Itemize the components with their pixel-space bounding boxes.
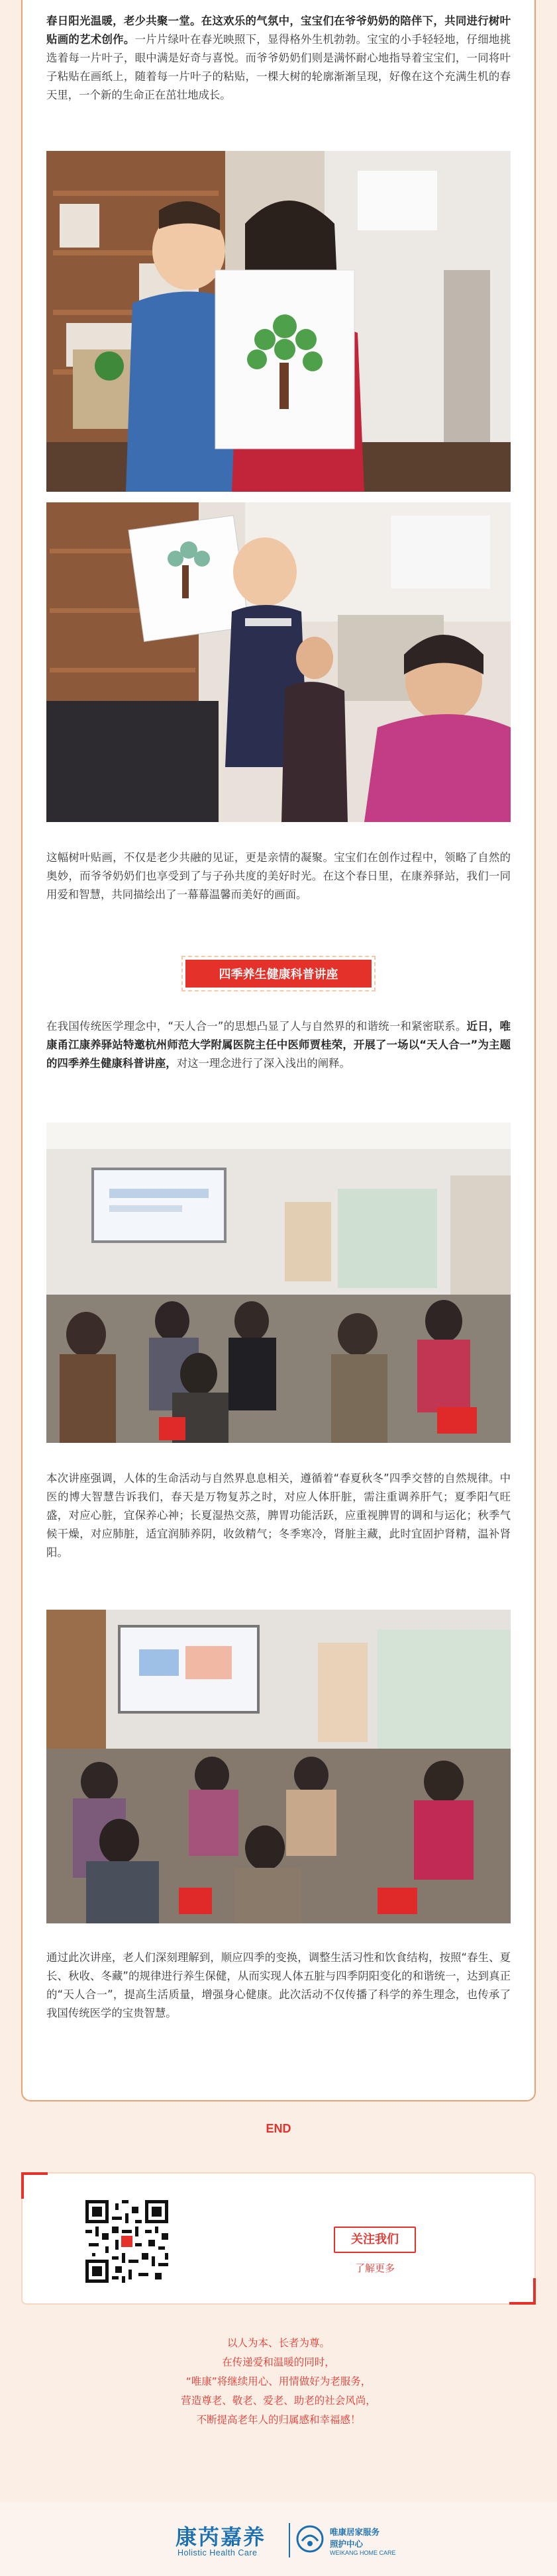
lecture-intro-post: 对这一理念进行了深入浅出的阐释。 bbox=[176, 1057, 350, 1070]
slogan-line: 营造尊老、敬老、爱老、助老的社会风尚， bbox=[181, 2395, 376, 2407]
brand-logo-name: 康芮嘉养 bbox=[176, 2524, 266, 2550]
brand-logo-english: Holistic Health Care bbox=[177, 2548, 258, 2557]
follow-us-button[interactable]: 关注我们 bbox=[334, 2227, 416, 2253]
conclusion-paragraph: 通过此次讲座，老人们深刻理解到，顺应四季的变换，调整生活习性和饮食结构，按照“春生、夏长、秋收、冬藏”的规律进行养生保健，从而实现人体五脏与四季阴阳变化的和谐统一，达到真正的“天人合一”，提高生活质量，增强身心健康。此次活动不仅传播了科学的养生理念，也传承了我国传统医学的宝贵智慧。 bbox=[46, 1951, 511, 2019]
lecture-intro-pre: 在我国传统医学理念中，“天人合一”的思想凸显了人与自然界的和谐统一和紧密联系。 bbox=[46, 1020, 467, 1033]
partner-name-english: WEIKANG HOME CARE bbox=[330, 2550, 396, 2556]
reflection-paragraph: 这幅树叶贴画，不仅是老少共融的见证，更是亲情的凝聚。宝宝们在创作过程中，领略了自然的奥妙，而爷爷奶奶们也享受到了与子孙共度的美好时光。在这个春日里，在康养驿站，我们一同用爱和智慧，共同描绘出了一幕幕温馨而美好的画面。 bbox=[46, 851, 511, 901]
corner-decoration bbox=[509, 2278, 536, 2305]
intro-paragraph bbox=[46, 12, 511, 105]
partner-name-line1: 唯康居家服务 bbox=[330, 2527, 380, 2537]
end-label: END bbox=[266, 2122, 291, 2135]
slogan-line: “唯康”将继续用心、用情做好为老服务， bbox=[185, 2375, 372, 2387]
slogan-line: 不断提高老年人的归属感和幸福感！ bbox=[196, 2414, 361, 2426]
logo-divider bbox=[289, 2523, 290, 2557]
photo-lecture-screen bbox=[46, 1610, 511, 1923]
learn-more-link[interactable]: 了解更多 bbox=[354, 2262, 395, 2274]
lecture-body-paragraph: 本次讲座强调，人体的生命活动与自然界息息相关，遵循着“春夏秋冬”四季交替的自然规律。中医的博大智慧告诉我们，春天是万物复苏之时，对应人体肝脏，需注重调养肝气；夏季阳气旺盛，对应心脏，宜保养心神；长夏湿热交蒸，脾胃功能活跃，应重视脾胃的调和与运化；秋季气候干燥，对应肺脏，适宜润肺养阴，收敛精气；冬季寒冷，肾脏主藏，此时宜固护肾精，温补肾阳。 bbox=[46, 1472, 511, 1559]
slogan-block bbox=[0, 2334, 557, 2430]
partner-name-line2: 照护中心 bbox=[330, 2539, 364, 2549]
footer-band bbox=[0, 2502, 557, 2576]
corner-decoration bbox=[21, 2172, 48, 2199]
photo-lecture-audience bbox=[46, 1123, 511, 1443]
lecture-intro-paragraph bbox=[46, 1017, 511, 1073]
intro-bold-text: 春日阳光温暖，老少共聚一堂。在这欢乐的气氛中，宝宝们在爷爷奶奶的陪伴下，共同进行树叶贴画的艺术创作。 bbox=[46, 15, 511, 46]
lecture-intro-bold: 近日，唯康甬江康养驿站特邀杭州师范大学附属医院主任中医师贾桂荣，开展了一场以“天人合一”为主题的四季养生健康科普讲座， bbox=[46, 1020, 511, 1070]
intro-text: 一片片绿叶在春光映照下，显得格外生机勃勃。宝宝的小手轻轻地，仔细地挑选着每一片叶子，眼中满是好奇与喜悦。而爷爷奶奶们则是满怀耐心地指导着宝宝们，一同将叶子粘贴在画纸上，随着每一片叶子的粘贴，一棵大树的轮廓渐渐呈现，好像在这个充满生机的春天里，一个新的生命正在茁壮地成长。 bbox=[46, 33, 511, 101]
weikang-logo-icon bbox=[296, 2525, 324, 2553]
qr-code-icon[interactable] bbox=[85, 2200, 168, 2283]
section-title-lecture: 四季养生健康科普讲座 bbox=[185, 960, 372, 988]
photo-grandparents-with-baby bbox=[46, 502, 511, 822]
photo-child-tree-drawing bbox=[46, 151, 511, 492]
slogan-line: 以人为本、长者为尊。 bbox=[227, 2337, 330, 2349]
slogan-line: 在传递爱和温暖的同时， bbox=[222, 2356, 335, 2368]
follow-box bbox=[21, 2172, 536, 2305]
